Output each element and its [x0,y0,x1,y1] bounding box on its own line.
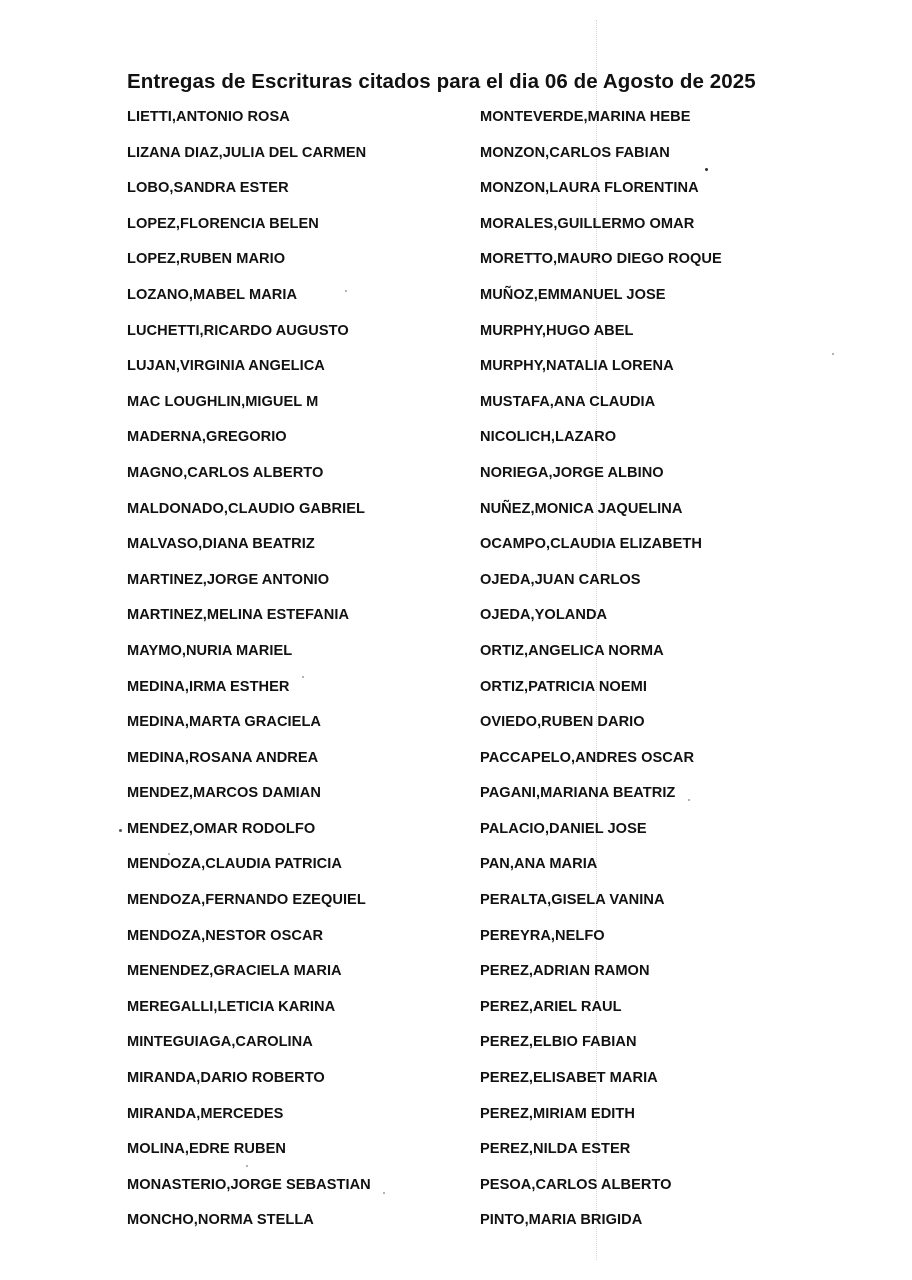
name-list-item: ORTIZ,ANGELICA NORMA [480,642,664,659]
name-list-item: MOLINA,EDRE RUBEN [127,1141,286,1158]
name-list-item: MINTEGUIAGA,CAROLINA [127,1034,313,1051]
name-list-item: PEREZ,NILDA ESTER [480,1141,631,1158]
names-left-column [127,106,371,1245]
name-list-item: LOPEZ,FLORENCIA BELEN [127,215,319,232]
name-list-item: OCAMPO,CLAUDIA ELIZABETH [480,536,702,553]
name-list-item: MONASTERIO,JORGE SEBASTIAN [127,1176,371,1193]
name-list-item: PEREZ,MIRIAM EDITH [480,1105,635,1122]
name-list-item: MURPHY,HUGO ABEL [480,322,634,339]
name-list-item: PACCAPELO,ANDRES OSCAR [480,749,695,766]
name-list-item: MARTINEZ,MELINA ESTEFANIA [127,607,350,624]
name-list-item: MEREGALLI,LETICIA KARINA [127,998,336,1015]
name-list-item: MEDINA,ROSANA ANDREA [127,749,319,766]
name-list-item: MEDINA,MARTA GRACIELA [127,714,321,731]
name-list-item: OJEDA,YOLANDA [480,607,608,624]
name-list-item: MUSTAFA,ANA CLAUDIA [480,393,656,410]
name-list-item: LOZANO,MABEL MARIA [127,286,298,303]
name-list-item: MORALES,GUILLERMO OMAR [480,215,695,232]
scan-speck [383,1192,385,1194]
name-list-item: MORETTO,MAURO DIEGO ROQUE [480,251,722,268]
scan-speck [119,829,122,832]
name-list-item: ORTIZ,PATRICIA NOEMI [480,678,647,695]
name-list-item: MAGNO,CARLOS ALBERTO [127,464,324,481]
name-list-item: LIZANA DIAZ,JULIA DEL CARMEN [127,144,367,161]
name-list-item: PAGANI,MARIANA BEATRIZ [480,785,676,802]
name-list-item: MONZON,LAURA FLORENTINA [480,180,699,197]
name-list-item: PEREYRA,NELFO [480,927,605,944]
name-list-item: MENDEZ,MARCOS DAMIAN [127,785,321,802]
name-list-item: PEREZ,ELBIO FABIAN [480,1034,637,1051]
scan-speck [832,353,834,355]
name-list-item: PINTO,MARIA BRIGIDA [480,1212,643,1229]
name-list-item: NORIEGA,JORGE ALBINO [480,464,664,481]
name-list-item: MENENDEZ,GRACIELA MARIA [127,963,342,980]
name-list-item: PERALTA,GISELA VANINA [480,892,665,909]
name-list-item: MIRANDA,MERCEDES [127,1105,284,1122]
name-list-item: MENDOZA,FERNANDO EZEQUIEL [127,892,366,909]
name-list-item: MEDINA,IRMA ESTHER [127,678,290,695]
name-list-item: MONCHO,NORMA STELLA [127,1212,314,1229]
name-list-item: PESOA,CARLOS ALBERTO [480,1176,672,1193]
name-list-item: LOPEZ,RUBEN MARIO [127,251,286,268]
name-list-item: MONTEVERDE,MARINA HEBE [480,109,691,125]
name-list-item: PALACIO,DANIEL JOSE [480,820,647,837]
name-list-item: LOBO,SANDRA ESTER [127,180,289,197]
name-list-item: MARTINEZ,JORGE ANTONIO [127,571,330,588]
name-list-item: MUÑOZ,EMMANUEL JOSE [480,286,666,303]
page-title: Entregas de Escrituras citados para el dia 06 de Agosto de 2025 [127,69,756,93]
name-list-item: MIRANDA,DARIO ROBERTO [127,1070,325,1087]
name-list-item: OVIEDO,RUBEN DARIO [480,714,645,731]
name-list-item: MALDONADO,CLAUDIO GABRIEL [127,500,365,517]
name-list-item: MADERNA,GREGORIO [127,429,287,446]
name-list-item: MONZON,CARLOS FABIAN [480,144,670,161]
name-list-item: MALVASO,DIANA BEATRIZ [127,536,315,553]
name-list-item: MENDOZA,CLAUDIA PATRICIA [127,856,342,873]
name-list-item: NICOLICH,LAZARO [480,429,617,446]
name-list-item: MENDEZ,OMAR RODOLFO [127,820,316,837]
name-list-item: MAYMO,NURIA MARIEL [127,642,293,659]
name-list-item: PEREZ,ELISABET MARIA [480,1070,658,1087]
name-list-item: PEREZ,ADRIAN RAMON [480,963,650,980]
name-list-item: MAC LOUGHLIN,MIGUEL M [127,393,319,410]
names-right-column [480,106,722,1245]
name-list-item: NUÑEZ,MONICA JAQUELINA [480,500,683,517]
name-list-item: MURPHY,NATALIA LORENA [480,358,674,375]
name-list-item: MENDOZA,NESTOR OSCAR [127,927,324,944]
name-list-item: LIETTI,ANTONIO ROSA [127,109,290,125]
name-list-item: PEREZ,ARIEL RAUL [480,998,622,1015]
name-list-item: LUJAN,VIRGINIA ANGELICA [127,358,325,375]
name-list-item: PAN,ANA MARIA [480,856,598,873]
name-list-item: LUCHETTI,RICARDO AUGUSTO [127,322,349,339]
name-list-item: OJEDA,JUAN CARLOS [480,571,641,588]
